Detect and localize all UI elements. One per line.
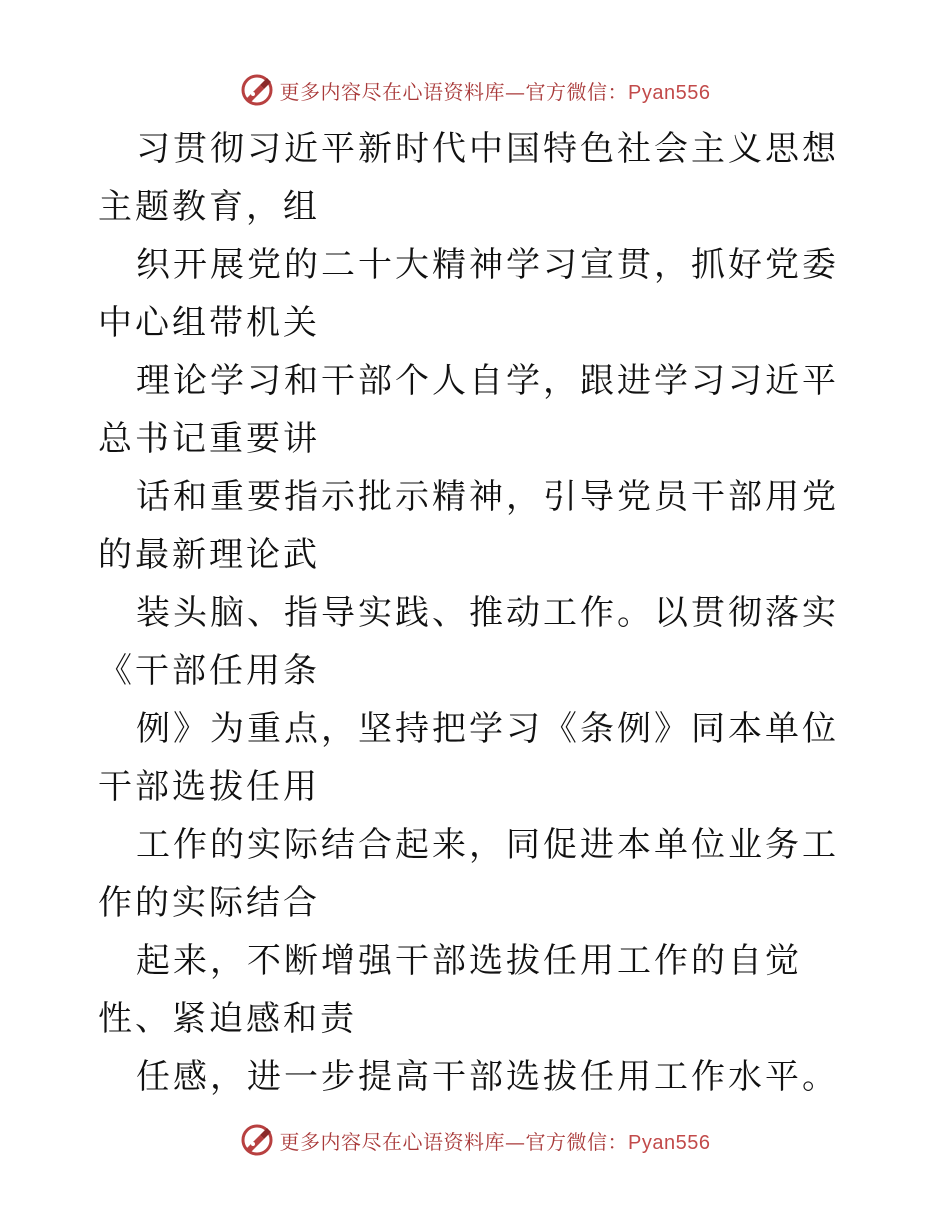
paragraph-line: 理论学习和干部个人自学，跟进学习习近平总书记重要讲	[98, 361, 839, 459]
paragraph-line: 习贯彻习近平新时代中国特色社会主义思想主题教育，组	[98, 129, 839, 227]
footer-watermark-banner	[0, 1120, 950, 1160]
pen-logo-icon	[240, 73, 274, 107]
paragraph-line: 装头脑、指导实践、推动工作。以贯彻落实《干部任用条	[98, 593, 839, 691]
document-body	[98, 120, 858, 1106]
pen-logo-icon	[240, 1123, 274, 1157]
header-watermark-text: 更多内容尽在心语资料库—官方微信：Pyan556	[279, 79, 711, 104]
paragraph-line: 工作的实际结合起来，同促进本单位业务工作的实际结合	[98, 825, 839, 923]
footer-watermark-text: 更多内容尽在心语资料库—官方微信：Pyan556	[279, 1129, 711, 1154]
paragraph-line: 话和重要指示批示精神，引导党员干部用党的最新理论武	[98, 477, 839, 575]
paragraph-line: 例》为重点，坚持把学习《条例》同本单位干部选拔任用	[98, 709, 839, 807]
header-watermark-banner	[0, 70, 950, 110]
paragraph-line: 织开展党的二十大精神学习宣贯，抓好党委中心组带机关	[98, 245, 839, 343]
paragraph-line: 起来，不断增强干部选拔任用工作的自觉性、紧迫感和责	[98, 941, 802, 1039]
paragraph-line: 任感，进一步提高干部选拔任用工作水平。	[136, 1057, 839, 1097]
